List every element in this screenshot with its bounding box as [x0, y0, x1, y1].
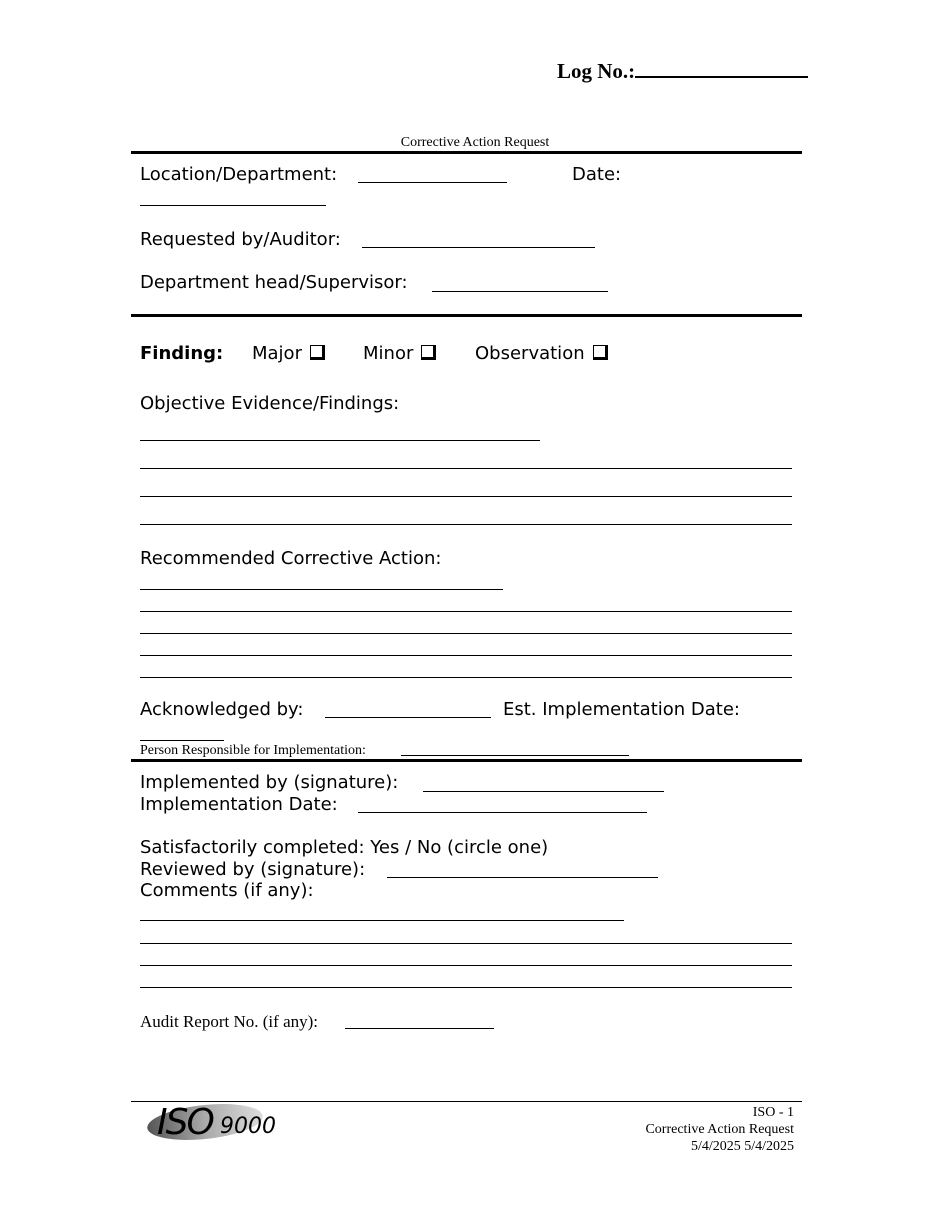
- comments-line[interactable]: [140, 920, 624, 921]
- recommended-line[interactable]: [140, 677, 792, 678]
- finding-option-observation[interactable]: [475, 343, 608, 364]
- requested-by-label: Requested by/Auditor:: [140, 229, 341, 250]
- finding-row: [140, 343, 223, 364]
- evidence-line[interactable]: [140, 496, 792, 497]
- person-responsible-label: Person Responsible for Implementation:: [140, 743, 366, 758]
- iso-logo: [147, 1102, 277, 1146]
- date-blank[interactable]: [140, 205, 326, 206]
- implemented-by-label: Implemented by (signature):: [140, 772, 399, 793]
- requested-by-blank[interactable]: [362, 247, 595, 248]
- evidence-line[interactable]: [140, 468, 792, 469]
- dept-head-blank[interactable]: [432, 291, 608, 292]
- implementation-date-label: Implementation Date:: [140, 794, 338, 815]
- footer-info: [645, 1104, 794, 1155]
- reviewed-by-blank[interactable]: [387, 877, 658, 878]
- reviewed-by-label: Reviewed by (signature):: [140, 859, 366, 880]
- observation-checkbox[interactable]: [593, 345, 608, 360]
- evidence-line[interactable]: [140, 440, 540, 441]
- footer-dates: 5/4/2025 5/4/2025: [690, 1139, 794, 1154]
- comments-line[interactable]: [140, 943, 792, 944]
- location-row: [140, 164, 337, 185]
- evidence-label: Objective Evidence/Findings:: [140, 393, 400, 414]
- minor-label: Minor: [363, 343, 414, 364]
- comments-label: Comments (if any):: [140, 880, 314, 901]
- audit-report-label: Audit Report No. (if any):: [140, 1012, 318, 1031]
- location-label: Location/Department:: [140, 164, 338, 185]
- section-rule-1: [131, 314, 802, 317]
- major-checkbox[interactable]: [310, 345, 325, 360]
- satisfactorily-completed-label: Satisfactorily completed: Yes / No (circle one): [140, 837, 549, 858]
- comments-line[interactable]: [140, 987, 792, 988]
- minor-checkbox[interactable]: [421, 345, 436, 360]
- recommended-line[interactable]: [140, 611, 792, 612]
- recommended-label: Recommended Corrective Action:: [140, 548, 442, 569]
- recommended-line[interactable]: [140, 633, 792, 634]
- finding-label: Finding:: [140, 343, 224, 364]
- dept-head-label: Department head/Supervisor:: [140, 272, 408, 293]
- iso-logo-number: 9000: [220, 1114, 276, 1139]
- log-number-field[interactable]: [557, 58, 808, 84]
- acknowledged-blank[interactable]: [325, 717, 491, 718]
- location-blank[interactable]: [358, 182, 507, 183]
- acknowledged-label: Acknowledged by:: [140, 699, 304, 720]
- form-title: Corrective Action Request: [400, 135, 550, 150]
- comments-line[interactable]: [140, 965, 792, 966]
- observation-label: Observation: [475, 343, 585, 364]
- recommended-line[interactable]: [140, 589, 503, 590]
- implementation-date-blank[interactable]: [358, 812, 647, 813]
- date-label: Date:: [572, 164, 622, 185]
- est-date-label: Est. Implementation Date:: [503, 699, 740, 720]
- recommended-line[interactable]: [140, 655, 792, 656]
- est-date-blank[interactable]: [140, 740, 224, 741]
- implemented-by-blank[interactable]: [423, 791, 664, 792]
- audit-report-blank[interactable]: [345, 1028, 494, 1029]
- log-number-label: Log No.:: [557, 59, 636, 83]
- log-number-blank[interactable]: [635, 58, 808, 78]
- top-rule: [131, 151, 802, 154]
- evidence-line[interactable]: [140, 524, 792, 525]
- finding-option-major[interactable]: [252, 343, 325, 364]
- iso-logo-text: ISO: [157, 1102, 213, 1143]
- footer-doc-title: Corrective Action Request: [645, 1122, 794, 1137]
- footer-doc-code: ISO - 1: [752, 1105, 794, 1120]
- major-label: Major: [252, 343, 302, 364]
- person-responsible-blank[interactable]: [401, 755, 629, 756]
- section-rule-2: [131, 759, 802, 762]
- finding-option-minor[interactable]: [363, 343, 436, 364]
